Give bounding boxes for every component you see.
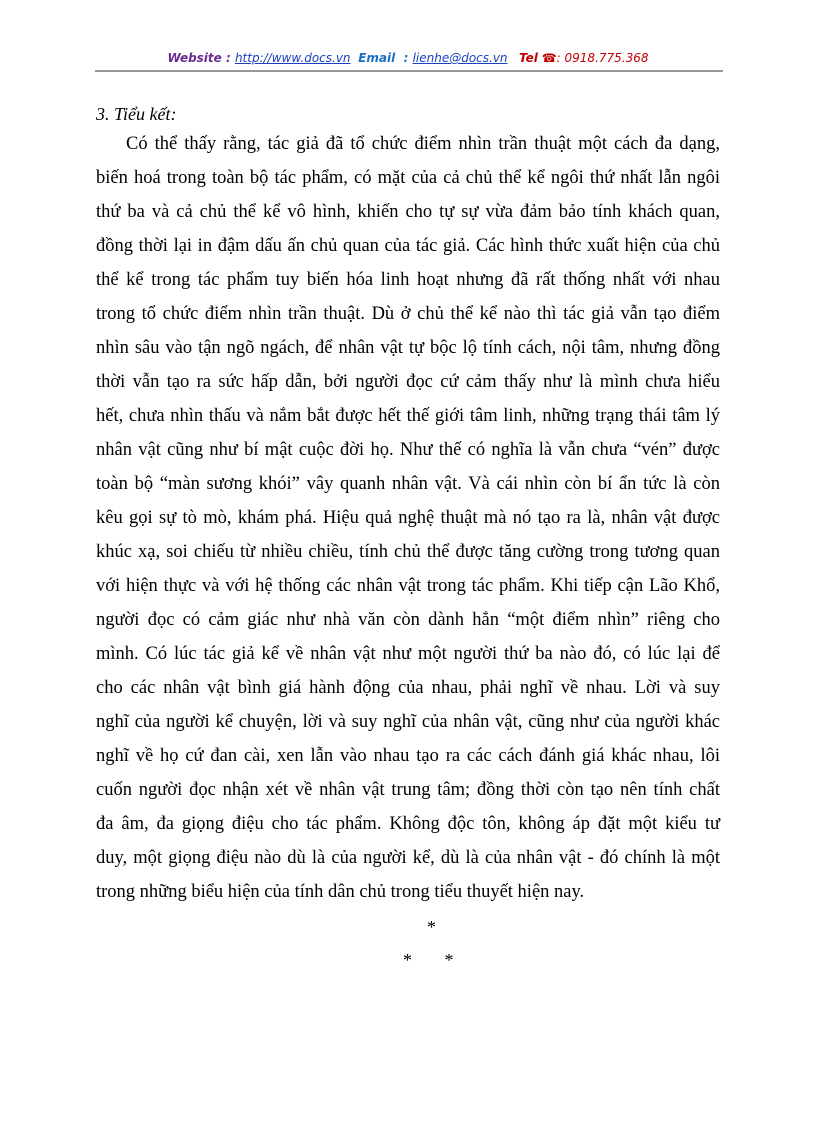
tel-label: Tel [519, 51, 538, 65]
text-line: thể kể trong tác phẩm tuy biến hóa linh hoạt nhưng đã rất thống nhất với nhau [96, 270, 720, 290]
text-line: nhìn sâu vào tận ngõ ngách, để nhân vật tự bộc lộ tính cách, nội tâm, nhưng đồng [96, 338, 720, 358]
section-heading: 3. Tiểu kết: [96, 104, 177, 124]
text-line: trong tổ chức điểm nhìn trần thuật. Dù ở chủ thể kể nào thì tác giả vẫn tạo điểm [96, 304, 720, 324]
text-line: nhân vật cũng như bí mật cuộc đời họ. Như thế có nghĩa là vẫn chưa “vén” được [96, 440, 720, 460]
body-paragraph [96, 127, 720, 909]
text-line: đa âm, đa giọng điệu cho tác phẩm. Không độc tôn, không áp đặt một kiểu tư [96, 814, 720, 834]
website-link[interactable]: http://www.docs.vn [234, 51, 351, 65]
phone-number: 0918.775.368 [564, 51, 649, 65]
text-line: hết, chưa nhìn thấu và nắm bắt được hết thế giới tâm linh, những trạng thái tâm lý [96, 406, 720, 426]
text-line: toàn bộ “màn sương khói” vây quanh nhân vật. Và cái nhìn còn bí ẩn tức là còn [96, 474, 720, 494]
text-line: duy, một giọng điệu nào dù là của người kể, dù là của nhân vật - đó chính là một [96, 848, 720, 868]
separator-top: * [427, 917, 436, 937]
text-line: Có thể thấy rằng, tác giả đã tổ chức điểm nhìn trần thuật một cách đa dạng, [126, 134, 720, 154]
text-line: nghĩ về họ cứ đan cài, xen lẫn vào nhau tạo ra các cách đánh giá khác nhau, lôi [96, 746, 720, 766]
text-line: cho các nhân vật bình giá hành động của nhau, phải nghĩ về nhau. Lời và suy [96, 678, 720, 698]
text-line: kêu gọi sự tò mò, khám phá. Hiệu quả nghệ thuật mà nó tạo ra là, nhân vật được [96, 508, 720, 528]
text-line: đồng thời lại in đậm dấu ấn chủ quan của tác giả. Các hình thức xuất hiện của chủ [96, 236, 720, 256]
text-line: trong những biểu hiện của tính dân chủ trong tiểu thuyết hiện nay. [96, 882, 585, 902]
text-line: nghĩ của người kể chuyện, lời và suy nghĩ của nhân vật, cũng như của người khác [96, 712, 720, 732]
website-label: Website [167, 51, 222, 65]
separator-bottom: * * [403, 950, 454, 970]
email-link[interactable]: lienhe@docs.vn [412, 51, 508, 65]
header-divider [95, 70, 723, 72]
phone-icon: ☎ [541, 51, 557, 65]
text-line: biến hoá trong toàn bộ tác phẩm, có mặt của cả chủ thể kể ngôi thứ nhất lẫn ngôi [96, 168, 720, 188]
text-line: thứ ba và cả chủ thể kể vô hình, khiến cho tự sự vừa đảm bảo tính khách quan, [96, 202, 720, 222]
page-header: Website : http://www.docs.vn Email : lienhe@docs.vn Tel ☎: 0918.775.368 [167, 51, 649, 65]
text-line: cuốn người đọc nhận xét về nhân vật trung tâm; đồng thời còn tạo nên tính chất [96, 780, 720, 800]
text-line: khúc xạ, soi chiếu từ nhiều chiều, tính chủ thể được tăng cường trong tương quan [96, 542, 720, 562]
email-label: Email [358, 51, 396, 65]
text-line: với hiện thực và với hệ thống các nhân vật trong tác phẩm. Khi tiếp cận Lão Khổ, [96, 576, 720, 596]
text-line: người đọc có cảm giác như nhà văn còn dành hẳn “một điểm nhìn” riêng cho [96, 610, 720, 630]
text-line: thời vẫn tạo ra sức hấp dẫn, bởi người đọc cứ cảm thấy như là mình chưa hiểu [96, 372, 720, 392]
text-line: mình. Có lúc tác giả kể về nhân vật như một người thứ ba nào đó, có lúc lại để [96, 644, 720, 664]
